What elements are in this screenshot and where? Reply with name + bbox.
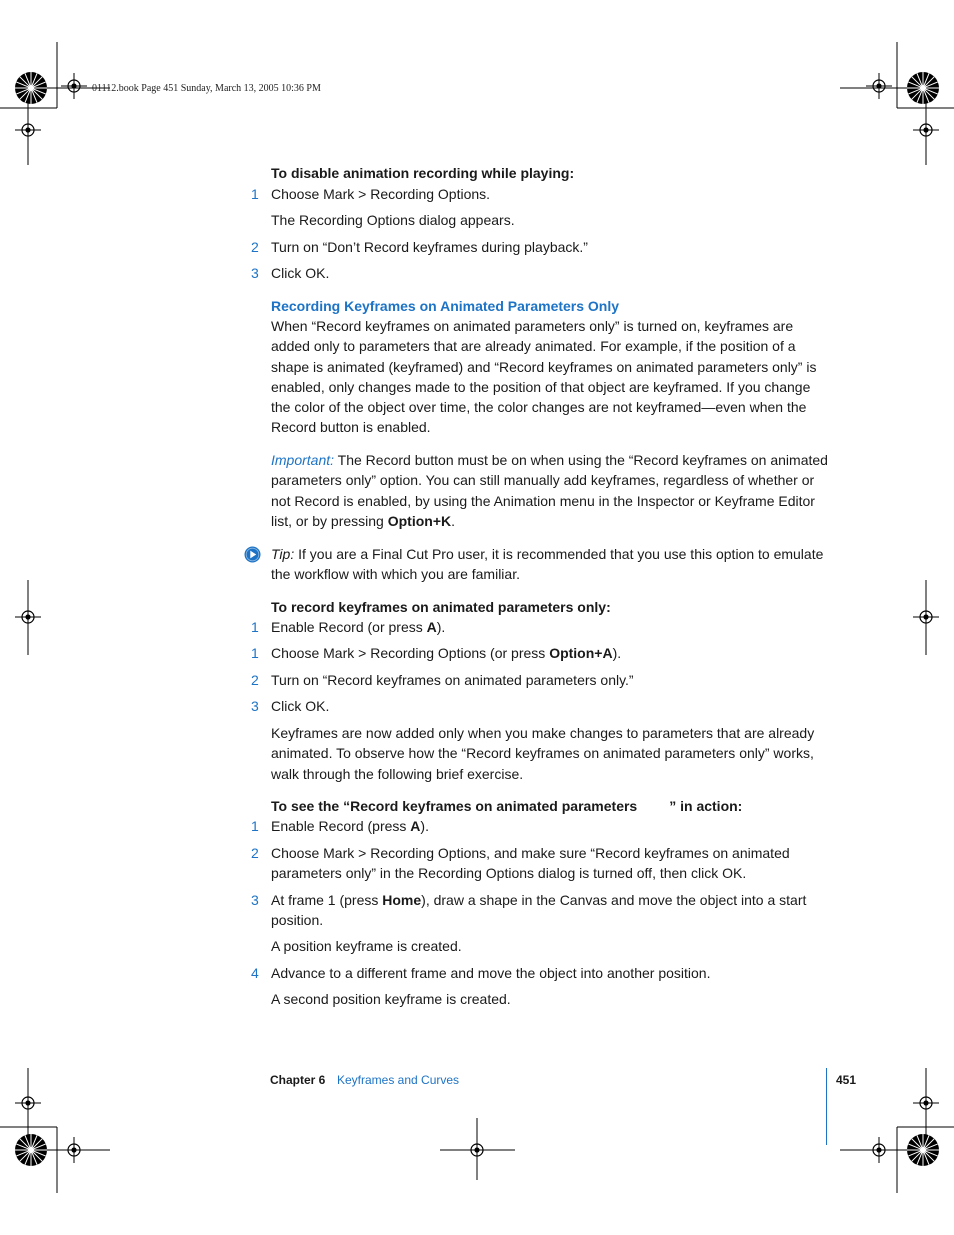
book-meta: 01112.book Page 451 Sunday, March 13, 2005 10:36 PM: [92, 83, 321, 94]
tip-arrow-icon: [244, 546, 261, 563]
step-result: A second position keyframe is created.: [271, 991, 511, 1007]
important-note: [271, 450, 831, 531]
step-number: 1: [251, 619, 259, 635]
step-text: Enable Record (or press A).: [271, 619, 446, 635]
starburst-target-icon: [907, 1134, 939, 1166]
step-number: 3: [251, 265, 259, 281]
procedure-heading: To record keyframes on animated parameters only:: [271, 599, 611, 615]
registration-mark-icon: [61, 73, 87, 99]
procedure-heading: To see the “Record keyframes on animated parameters ” in action:: [271, 798, 743, 814]
registration-mark-icon: [913, 117, 939, 143]
registration-mark-icon: [866, 73, 892, 99]
step-number: 4: [251, 965, 259, 981]
tip-text: If you are a Final Cut Pro user, it is recommended that you use this option to emulate the workflow with which you are familiar.: [271, 546, 824, 583]
step-result: The Recording Options dialog appears.: [271, 212, 515, 228]
page-number: 451: [836, 1073, 857, 1087]
body-paragraph: When “Record keyframes on animated parameters only” is turned on, keyframes are added only to parameters that are already animated. For example, if the position of a shape is animated (keyframed) and “Record keyframes on animated parameters only” is enabled, only changes made to the position of that object are keyframed. If you change the color of the object over time, the color changes are not keyframed—even when the Record button is enabled.: [271, 318, 817, 436]
step-number: 1: [251, 645, 259, 661]
registration-mark-icon: [913, 1090, 939, 1116]
step-result: A position keyframe is created.: [271, 938, 462, 954]
footer-chapter: Chapter 6: [270, 1073, 326, 1087]
key-shortcut: A: [410, 818, 421, 834]
step-text: Choose Mark > Recording Options.: [271, 186, 491, 202]
important-text: The Record button must be on when using the “Record keyframes on animated parameters only” option. You can still manually add keyframes, regardless of whether or not Record is enabled, by using the Animation menu in the Inspector or Keyframe Editor list, or by pressing: [271, 452, 828, 529]
important-end: .: [451, 512, 455, 529]
step-number: 1: [251, 186, 259, 202]
key-shortcut: Home: [382, 892, 422, 908]
step-text: Choose Mark > Recording Options, and make sure “Record keyframes on animated parameters only” in the Recording Options dialog is turned off, then click OK.: [271, 845, 790, 882]
important-lead: Important:: [271, 452, 335, 468]
step-number: 2: [251, 239, 259, 255]
starburst-target-icon: [907, 72, 939, 104]
starburst-target-icon: [15, 72, 47, 104]
registration-mark-icon: [15, 604, 41, 630]
registration-mark-icon: [15, 1090, 41, 1116]
footer-divider: [826, 1068, 827, 1145]
step-text: Advance to a different frame and move the object into another position.: [271, 965, 711, 981]
registration-mark-icon: [464, 1137, 490, 1163]
step-text: Turn on “Record keyframes on animated parameters only.”: [271, 672, 634, 688]
section-title: Recording Keyframes on Animated Parameters Only: [271, 298, 620, 314]
key-shortcut: Option+K: [387, 512, 452, 529]
step-text: Enable Record (press A).: [271, 818, 429, 834]
step-number: 1: [251, 818, 259, 834]
step-text: Choose Mark > Recording Options (or press Option+A).: [271, 645, 622, 661]
tip-lead: Tip:: [271, 546, 295, 562]
step-text: Click OK.: [271, 265, 330, 281]
footer-chapter-title[interactable]: Keyframes and Curves: [337, 1073, 460, 1087]
starburst-target-icon: [15, 1134, 47, 1166]
registration-mark-icon: [866, 1137, 892, 1163]
procedure-heading: To disable animation recording while playing:: [271, 165, 575, 181]
registration-mark-icon: [913, 604, 939, 630]
step-number: 3: [251, 698, 259, 714]
step-number: 2: [251, 845, 259, 861]
step-number: 3: [251, 892, 259, 908]
step-text: Turn on “Don’t Record keyframes during playback.”: [271, 239, 588, 255]
key-shortcut: Option+A: [549, 645, 613, 661]
step-number: 2: [251, 672, 259, 688]
step-text: Click OK.: [271, 698, 330, 714]
body-paragraph: Keyframes are now added only when you make changes to parameters that are already animated. To observe how the “Record keyframes on animated parameters only” works, walk through the following brief exercise.: [271, 725, 815, 782]
key-shortcut: A: [426, 619, 437, 635]
registration-mark-icon: [15, 117, 41, 143]
step-text: At frame 1 (press Home), draw a shape in the Canvas and move the object into a start position.: [271, 892, 807, 929]
registration-mark-icon: [61, 1137, 87, 1163]
tip-note: [271, 544, 831, 585]
